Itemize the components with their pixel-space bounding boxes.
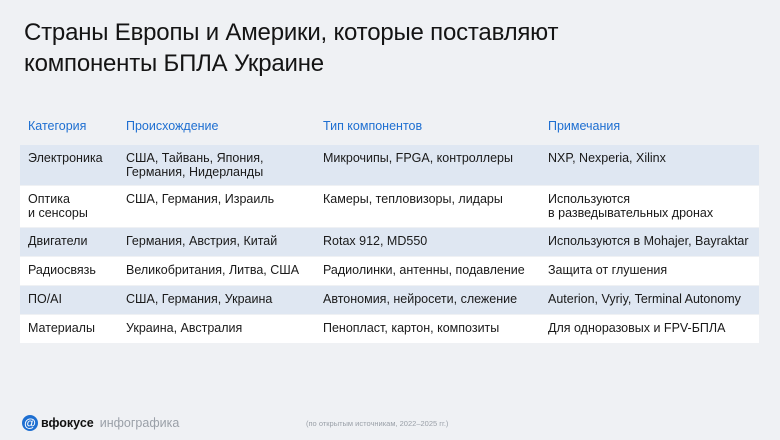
cell-notes: Защита от глушения [540, 257, 759, 286]
table-row [20, 257, 759, 286]
cell-notes: Используются в разведывательных дронах [540, 186, 759, 228]
cell-component-type: Rotax 912, MD550 [315, 228, 540, 257]
cell-category: ПО/AI [20, 286, 118, 315]
cell-category: Оптика и сенсоры [20, 186, 118, 228]
page-title: Страны Европы и Америки, которые поставляют компоненты БПЛА Украине [24, 19, 559, 77]
table-row [20, 186, 759, 228]
cell-component-type: Автономия, нейросети, слежение [315, 286, 540, 315]
cell-category: Материалы [20, 315, 118, 344]
cell-notes: Для одноразовых и FPV-БПЛА [540, 315, 759, 344]
cell-origin: США, Германия, Украина [118, 286, 315, 315]
cell-notes: NXP, Nexperia, Xilinx [540, 145, 759, 186]
table-row [20, 145, 759, 186]
components-table [20, 113, 759, 344]
table-row [20, 286, 759, 315]
column-header-notes: Примечания [548, 119, 621, 133]
cell-origin: США, Тайвань, Япония, Германия, Нидерланды [118, 145, 315, 186]
column-header-category: Категория [28, 119, 87, 133]
cell-origin: Германия, Австрия, Китай [118, 228, 315, 257]
cell-category: Электроника [20, 145, 118, 186]
at-sign-icon: @ [22, 415, 38, 431]
cell-origin: Украина, Австралия [118, 315, 315, 344]
cell-notes: Auterion, Vyriy, Terminal Autonomy [540, 286, 759, 315]
cell-origin: США, Германия, Израиль [118, 186, 315, 228]
table-row [20, 228, 759, 257]
cell-component-type: Камеры, тепловизоры, лидары [315, 186, 540, 228]
cell-category: Радиосвязь [20, 257, 118, 286]
brand-name: вфокусе [41, 416, 94, 430]
cell-component-type: Микрочипы, FPGA, контроллеры [315, 145, 540, 186]
cell-component-type: Пенопласт, картон, композиты [315, 315, 540, 344]
column-header-origin: Происхождение [126, 119, 219, 133]
section-label: инфографика [99, 416, 180, 430]
source-note: (по открытым источникам, 2022–2025 гг.) [306, 419, 449, 428]
table-row [20, 315, 759, 344]
table-header-row [20, 113, 759, 145]
brand-logo [22, 414, 179, 432]
cell-notes: Используются в Mohajer, Bayraktar [540, 228, 759, 257]
column-header-component-type: Тип компонентов [323, 119, 423, 133]
cell-component-type: Радиолинки, антенны, подавление [315, 257, 540, 286]
cell-category: Двигатели [20, 228, 118, 257]
cell-origin: Великобритания, Литва, США [118, 257, 315, 286]
